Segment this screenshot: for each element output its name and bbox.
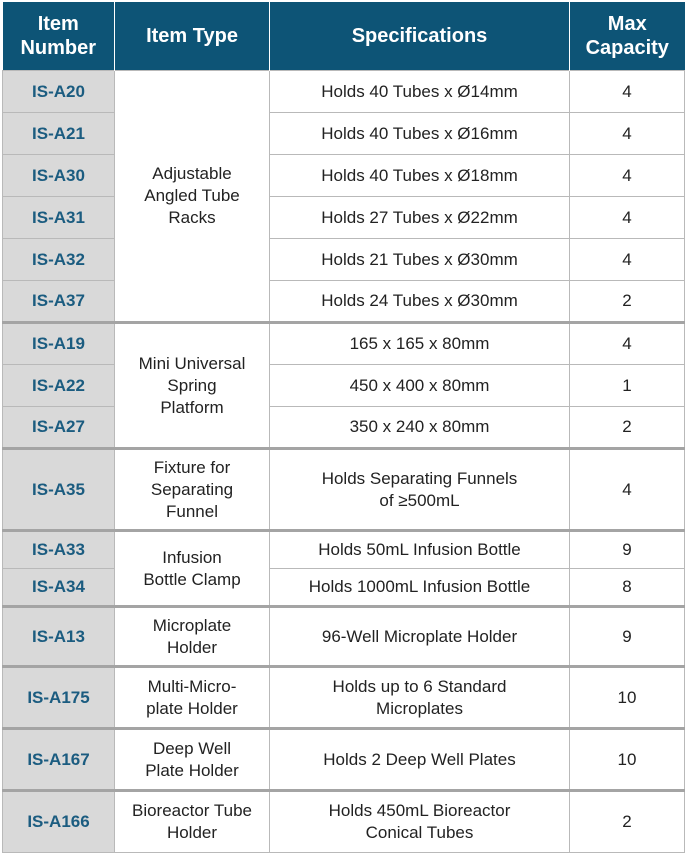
item-number-cell: IS-A33	[3, 531, 115, 569]
item-type-cell: Microplate Holder	[115, 607, 270, 667]
item-number-cell: IS-A19	[3, 323, 115, 365]
header-row	[3, 2, 685, 71]
item-number-cell: IS-A175	[3, 667, 115, 729]
specification-cell: Holds 450mL Bioreactor Conical Tubes	[270, 791, 570, 853]
max-capacity-cell: 4	[570, 239, 685, 281]
max-capacity-cell: 2	[570, 281, 685, 323]
item-type-cell: Adjustable Angled Tube Racks	[115, 71, 270, 323]
specification-cell: Holds 27 Tubes x Ø22mm	[270, 197, 570, 239]
item-number-cell: IS-A166	[3, 791, 115, 853]
max-capacity-cell: 10	[570, 667, 685, 729]
table-body	[3, 71, 685, 853]
table-row	[3, 365, 685, 407]
specification-cell: 450 x 400 x 80mm	[270, 365, 570, 407]
item-type-cell: Bioreactor Tube Holder	[115, 791, 270, 853]
item-number-cell: IS-A167	[3, 729, 115, 791]
header-item-number: Item Number	[3, 2, 115, 71]
item-type-cell: Infusion Bottle Clamp	[115, 531, 270, 607]
item-number-cell: IS-A31	[3, 197, 115, 239]
item-number-cell: IS-A20	[3, 71, 115, 113]
table-row	[3, 113, 685, 155]
max-capacity-cell: 4	[570, 323, 685, 365]
max-capacity-cell: 1	[570, 365, 685, 407]
max-capacity-cell: 4	[570, 71, 685, 113]
product-spec-table	[2, 2, 685, 853]
table-row	[3, 407, 685, 449]
table-row	[3, 323, 685, 365]
item-type-cell: Deep Well Plate Holder	[115, 729, 270, 791]
specification-cell: Holds 2 Deep Well Plates	[270, 729, 570, 791]
item-number-cell: IS-A32	[3, 239, 115, 281]
item-number-cell: IS-A34	[3, 569, 115, 607]
max-capacity-cell: 4	[570, 197, 685, 239]
table-row	[3, 607, 685, 667]
specification-cell: Holds 50mL Infusion Bottle	[270, 531, 570, 569]
table-row	[3, 155, 685, 197]
max-capacity-cell: 10	[570, 729, 685, 791]
item-type-cell: Multi-Micro- plate Holder	[115, 667, 270, 729]
specification-cell: Holds 40 Tubes x Ø18mm	[270, 155, 570, 197]
header-specifications: Specifications	[270, 2, 570, 71]
item-number-cell: IS-A13	[3, 607, 115, 667]
max-capacity-cell: 2	[570, 407, 685, 449]
specification-cell: Holds Separating Funnels of ≥500mL	[270, 449, 570, 531]
header-max-capacity: Max Capacity	[570, 2, 685, 71]
specification-cell: Holds 1000mL Infusion Bottle	[270, 569, 570, 607]
specification-cell: Holds 21 Tubes x Ø30mm	[270, 239, 570, 281]
max-capacity-cell: 8	[570, 569, 685, 607]
specification-cell: 96-Well Microplate Holder	[270, 607, 570, 667]
table-row	[3, 729, 685, 791]
item-type-cell: Mini Universal Spring Platform	[115, 323, 270, 449]
item-number-cell: IS-A37	[3, 281, 115, 323]
max-capacity-cell: 4	[570, 113, 685, 155]
max-capacity-cell: 9	[570, 531, 685, 569]
max-capacity-cell: 9	[570, 607, 685, 667]
specification-cell: Holds up to 6 Standard Microplates	[270, 667, 570, 729]
item-number-cell: IS-A35	[3, 449, 115, 531]
specification-cell: 350 x 240 x 80mm	[270, 407, 570, 449]
max-capacity-cell: 4	[570, 155, 685, 197]
table-row	[3, 667, 685, 729]
specification-cell: 165 x 165 x 80mm	[270, 323, 570, 365]
item-number-cell: IS-A21	[3, 113, 115, 155]
item-number-cell: IS-A27	[3, 407, 115, 449]
table-row	[3, 531, 685, 569]
item-number-cell: IS-A30	[3, 155, 115, 197]
table-row	[3, 239, 685, 281]
max-capacity-cell: 2	[570, 791, 685, 853]
table-row	[3, 71, 685, 113]
table-row	[3, 197, 685, 239]
table-row	[3, 281, 685, 323]
specification-cell: Holds 40 Tubes x Ø16mm	[270, 113, 570, 155]
table-row	[3, 569, 685, 607]
max-capacity-cell: 4	[570, 449, 685, 531]
item-number-cell: IS-A22	[3, 365, 115, 407]
item-type-cell: Fixture for Separating Funnel	[115, 449, 270, 531]
table-row	[3, 449, 685, 531]
header-item-type: Item Type	[115, 2, 270, 71]
specification-cell: Holds 40 Tubes x Ø14mm	[270, 71, 570, 113]
table-row	[3, 791, 685, 853]
specification-cell: Holds 24 Tubes x Ø30mm	[270, 281, 570, 323]
